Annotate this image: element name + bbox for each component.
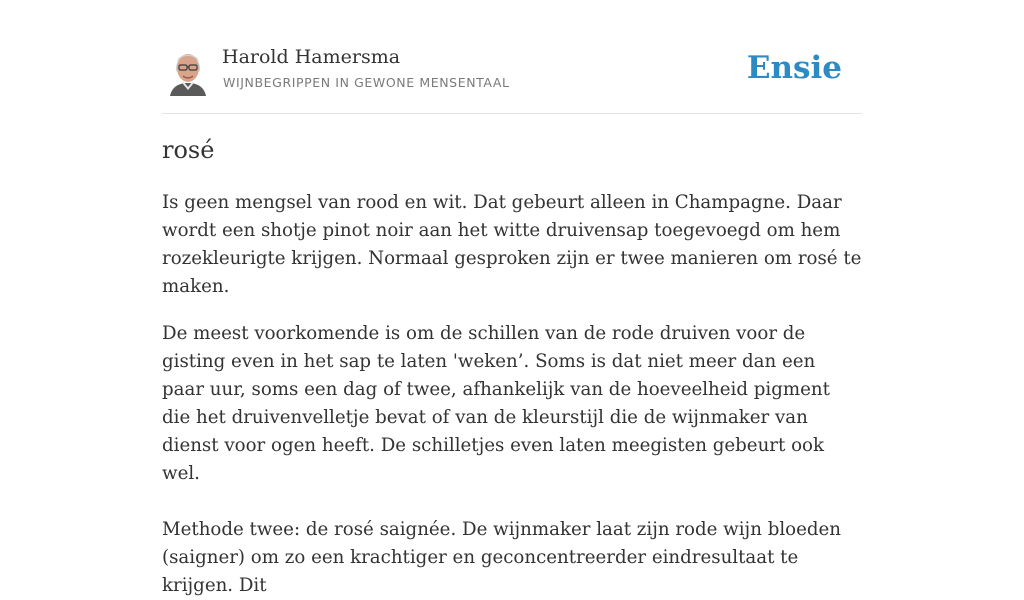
- author-header: [162, 0, 862, 114]
- author-tagline: WIJNBEGRIPPEN IN GEWONE MENSENTAAL: [223, 75, 510, 90]
- article-paragraph: Is geen mengsel van rood en wit. Dat gebeurt alleen in Champagne. Daar wordt een shotje pinot noir aan het witte druivensap toegevoegd om hem rozekleurigte krijgen. Normaal gesproken zijn er twee manieren om rosé te maken.: [162, 192, 862, 297]
- author-name[interactable]: Harold Hamersma: [222, 46, 401, 68]
- author-avatar[interactable]: [166, 46, 210, 96]
- ensie-logo[interactable]: Ensie: [746, 50, 842, 86]
- article-body: [162, 189, 862, 600]
- article-title: rosé: [162, 136, 215, 164]
- author-portrait-icon: [166, 46, 210, 96]
- article-paragraph: De meest voorkomende is om de schillen van de rode druiven voor de gisting even in het sap te laten 'weken’. Soms is dat niet meer dan een paar uur, soms een dag of twee, afhankelijk van de hoeveelheid pigment die het druivenvelletje bevat of van de kleurstijl die de wijnmaker van dienst voor ogen heeft. De schilletjes even laten meegisten gebeurt ook wel.: [162, 323, 830, 484]
- page: [162, 0, 862, 596]
- article-paragraph: Methode twee: de rosé saignée. De wijnmaker laat zijn rode wijn bloeden (saigner) om zo een krachtiger en geconcentreerder eindresultaat te krijgen. Dit: [162, 519, 841, 596]
